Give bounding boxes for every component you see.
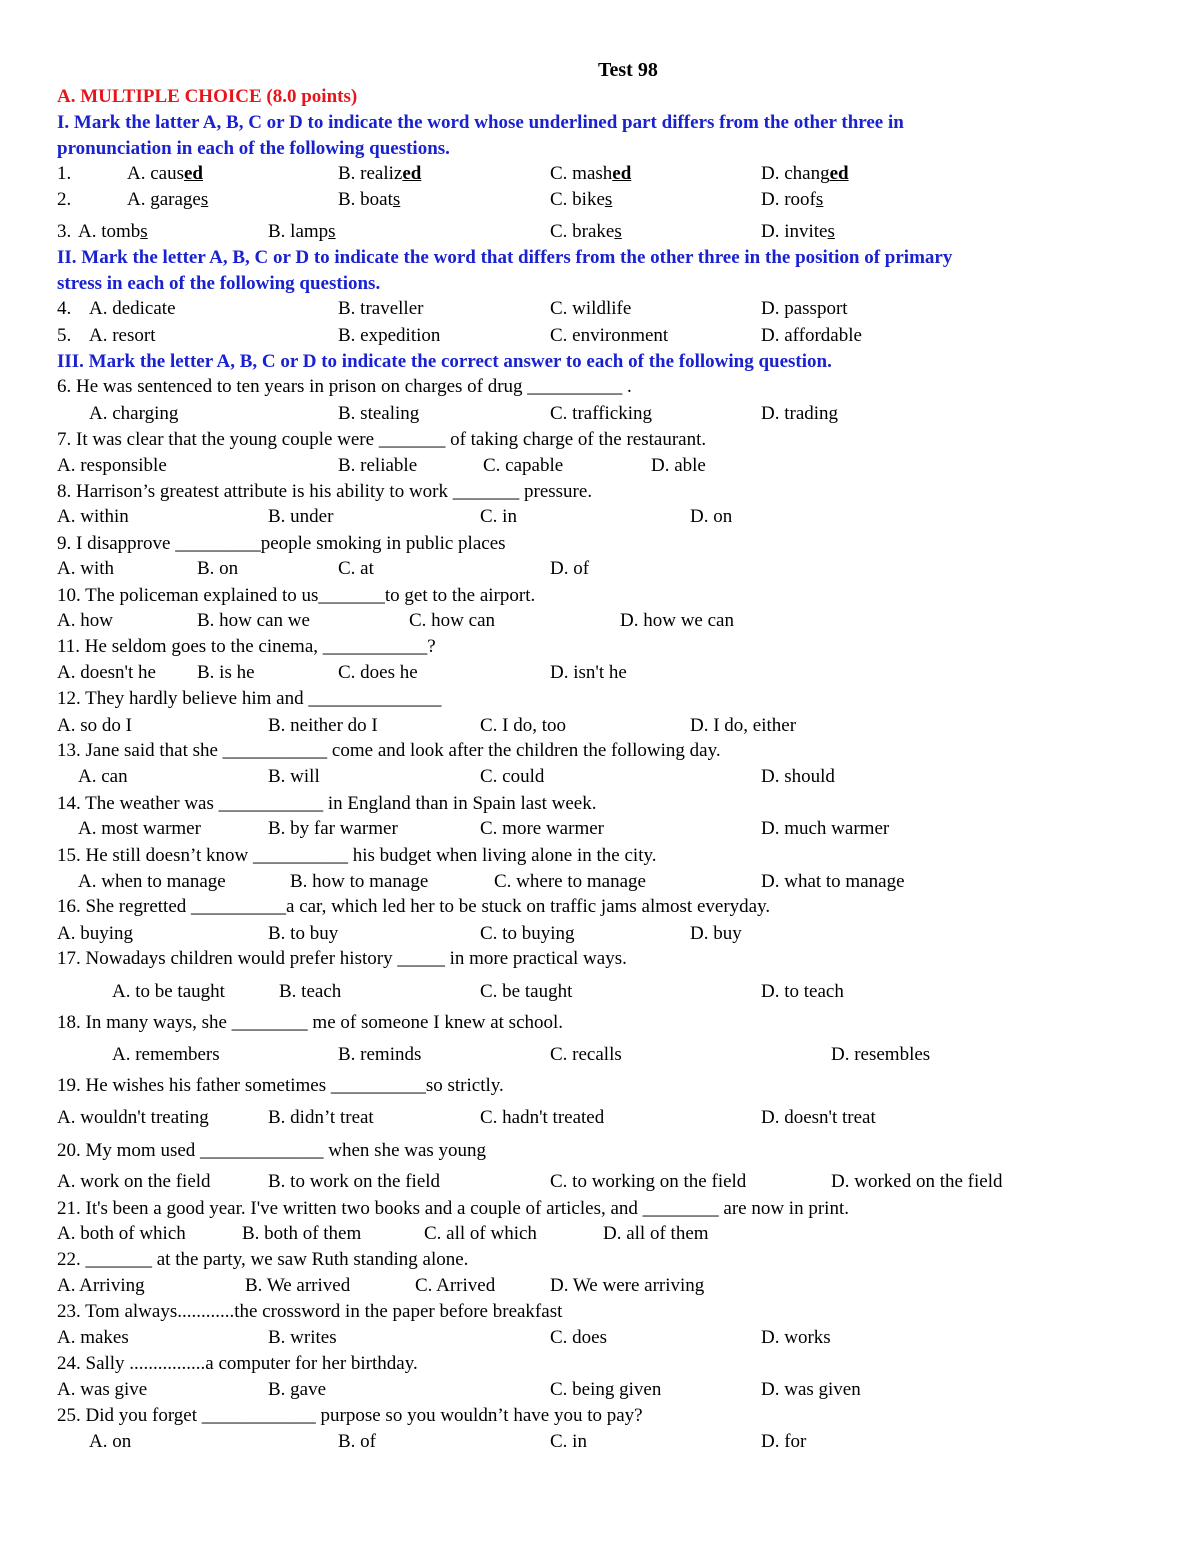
q7-option-d: D. able <box>651 455 706 476</box>
part2-instruction-line2: stress in each of the following questions. <box>57 273 381 294</box>
q24-option-d: D. was given <box>761 1379 861 1400</box>
q12-option-d: D. I do, either <box>690 715 797 736</box>
q7-option-b: B. reliable <box>338 455 418 476</box>
q20-stem: 20. My mom used _____________ when she was young <box>57 1140 487 1161</box>
q17-option-b: B. teach <box>279 981 342 1002</box>
q3-option-c: C. brakes <box>550 221 622 242</box>
q8-option-b: B. under <box>268 506 334 527</box>
q10-option-b: B. how can we <box>197 610 310 631</box>
q5-number: 5. <box>57 325 72 346</box>
q21-stem: 21. It's been a good year. I've written two books and a couple of articles, and ________ are now in print. <box>57 1198 849 1219</box>
q22-option-a: A. Arriving <box>57 1275 145 1296</box>
q20-option-d: D. worked on the field <box>831 1171 1003 1192</box>
section-a-heading: A. MULTIPLE CHOICE (8.0 points) <box>57 86 358 107</box>
q25-option-b: B. of <box>338 1431 376 1452</box>
q23-option-b: B. writes <box>268 1327 337 1348</box>
q2-option-b: B. boats <box>338 189 401 210</box>
q12-option-b: B. neither do I <box>268 715 378 736</box>
q13-option-a: A. can <box>78 766 128 787</box>
q14-option-c: C. more warmer <box>480 818 604 839</box>
q8-stem: 8. Harrison’s greatest attribute is his ability to work _______ pressure. <box>57 481 593 502</box>
q23-option-c: C. does <box>550 1327 607 1348</box>
q20-option-a: A. work on the field <box>57 1171 211 1192</box>
q23-option-d: D. works <box>761 1327 831 1348</box>
q14-stem: 14. The weather was ___________ in England than in Spain last week. <box>57 793 597 814</box>
q18-option-d: D. resembles <box>831 1044 931 1065</box>
q9-option-b: B. on <box>197 558 239 579</box>
q6-option-d: D. trading <box>761 403 839 424</box>
q23-stem: 23. Tom always............the crossword in the paper before breakfast <box>57 1301 563 1322</box>
q5-option-a: A. resort <box>89 325 156 346</box>
q4-option-c: C. wildlife <box>550 298 632 319</box>
part3-instruction: III. Mark the letter A, B, C or D to indicate the correct answer to each of the following question. <box>57 351 832 372</box>
q13-stem: 13. Jane said that she ___________ come and look after the children the following day. <box>57 740 721 761</box>
q24-stem: 24. Sally ................a computer for her birthday. <box>57 1353 418 1374</box>
q10-stem: 10. The policeman explained to us_______to get to the airport. <box>57 585 536 606</box>
q9-option-c: C. at <box>338 558 374 579</box>
q1-option-c: C. mashed <box>550 163 632 184</box>
q6-stem: 6. He was sentenced to ten years in prison on charges of drug __________ . <box>57 376 632 397</box>
q7-stem: 7. It was clear that the young couple were _______ of taking charge of the restaurant. <box>57 429 707 450</box>
q5-option-c: C. environment <box>550 325 669 346</box>
q1-option-d: D. changed <box>761 163 849 184</box>
q15-option-c: C. where to manage <box>494 871 646 892</box>
q12-stem: 12. They hardly believe him and ______________ <box>57 688 442 709</box>
q21-option-a: A. both of which <box>57 1223 186 1244</box>
q13-option-d: D. should <box>761 766 835 787</box>
q11-stem: 11. He seldom goes to the cinema, ___________? <box>57 636 436 657</box>
q15-option-a: A. when to manage <box>78 871 226 892</box>
q13-option-b: B. will <box>268 766 320 787</box>
q13-option-c: C. could <box>480 766 545 787</box>
part1-instruction-line1: I. Mark the latter A, B, C or D to indicate the word whose underlined part differs from the other three in <box>57 112 904 133</box>
q17-option-c: C. be taught <box>480 981 573 1002</box>
q22-option-b: B. We arrived <box>245 1275 351 1296</box>
q24-option-b: B. gave <box>268 1379 327 1400</box>
q4-option-d: D. passport <box>761 298 848 319</box>
q25-option-c: C. in <box>550 1431 587 1452</box>
q2-option-c: C. bikes <box>550 189 613 210</box>
q16-option-a: A. buying <box>57 923 133 944</box>
q19-option-c: C. hadn't treated <box>480 1107 605 1128</box>
q15-stem: 15. He still doesn’t know __________ his budget when living alone in the city. <box>57 845 657 866</box>
q11-option-d: D. isn't he <box>550 662 627 683</box>
q18-stem: 18. In many ways, she ________ me of someone I knew at school. <box>57 1012 564 1033</box>
q3-option-b: B. lamps <box>268 221 336 242</box>
q16-stem: 16. She regretted __________a car, which led her to be stuck on traffic jams almost everyday. <box>57 896 771 917</box>
q9-option-a: A. with <box>57 558 114 579</box>
q18-option-b: B. reminds <box>338 1044 422 1065</box>
q16-option-c: C. to buying <box>480 923 575 944</box>
q20-option-b: B. to work on the field <box>268 1171 441 1192</box>
page-title: Test 98 <box>598 59 658 81</box>
q12-option-a: A. so do I <box>57 715 132 736</box>
part2-instruction-line1: II. Mark the letter A, B, C or D to indicate the word that differs from the other three in the position of primary <box>57 247 953 268</box>
q22-option-d: D. We were arriving <box>550 1275 705 1296</box>
q5-option-b: B. expedition <box>338 325 441 346</box>
q19-option-a: A. wouldn't treating <box>57 1107 209 1128</box>
q2-option-a: A. garages <box>127 189 209 210</box>
q15-option-b: B. how to manage <box>290 871 429 892</box>
q8-option-c: C. in <box>480 506 517 527</box>
q2-number: 2. <box>57 189 72 210</box>
q14-option-a: A. most warmer <box>78 818 201 839</box>
q22-stem: 22. _______ at the party, we saw Ruth standing alone. <box>57 1249 469 1270</box>
q10-option-c: C. how can <box>409 610 496 631</box>
q1-option-b: B. realized <box>338 163 422 184</box>
part1-instruction-line2: pronunciation in each of the following questions. <box>57 138 450 159</box>
q18-option-c: C. recalls <box>550 1044 622 1065</box>
q6-option-c: C. trafficking <box>550 403 653 424</box>
q6-option-a: A. charging <box>89 403 179 424</box>
q18-option-a: A. remembers <box>112 1044 220 1065</box>
q9-option-d: D. of <box>550 558 590 579</box>
q1-number: 1. <box>57 163 72 184</box>
q3-option-a: A. tombs <box>78 221 148 242</box>
q3-option-d: D. invites <box>761 221 835 242</box>
q10-option-d: D. how we can <box>620 610 734 631</box>
q12-option-c: C. I do, too <box>480 715 567 736</box>
q16-option-b: B. to buy <box>268 923 339 944</box>
q14-option-d: D. much warmer <box>761 818 890 839</box>
q16-option-d: D. buy <box>690 923 742 944</box>
q11-option-a: A. doesn't he <box>57 662 156 683</box>
q17-option-a: A. to be taught <box>112 981 225 1002</box>
q21-option-d: D. all of them <box>603 1223 709 1244</box>
q17-stem: 17. Nowadays children would prefer history _____ in more practical ways. <box>57 948 627 969</box>
q15-option-d: D. what to manage <box>761 871 905 892</box>
q6-option-b: B. stealing <box>338 403 420 424</box>
q23-option-a: A. makes <box>57 1327 129 1348</box>
q21-option-b: B. both of them <box>242 1223 362 1244</box>
q4-number: 4. <box>57 298 72 319</box>
q24-option-c: C. being given <box>550 1379 662 1400</box>
q25-option-a: A. on <box>89 1431 132 1452</box>
q11-option-c: C. does he <box>338 662 418 683</box>
q25-stem: 25. Did you forget ____________ purpose so you wouldn’t have you to pay? <box>57 1405 643 1426</box>
q24-option-a: A. was give <box>57 1379 148 1400</box>
q14-option-b: B. by far warmer <box>268 818 398 839</box>
q9-stem: 9. I disapprove _________people smoking in public places <box>57 533 506 554</box>
q19-option-d: D. doesn't treat <box>761 1107 876 1128</box>
q8-option-d: D. on <box>690 506 733 527</box>
q4-option-b: B. traveller <box>338 298 424 319</box>
q2-option-d: D. roofs <box>761 189 824 210</box>
q5-option-d: D. affordable <box>761 325 862 346</box>
q20-option-c: C. to working on the field <box>550 1171 747 1192</box>
q4-option-a: A. dedicate <box>89 298 176 319</box>
q11-option-b: B. is he <box>197 662 255 683</box>
q8-option-a: A. within <box>57 506 129 527</box>
q17-option-d: D. to teach <box>761 981 844 1002</box>
q19-option-b: B. didn’t treat <box>268 1107 374 1128</box>
q7-option-c: C. capable <box>483 455 564 476</box>
q3-number: 3. <box>57 221 72 242</box>
q25-option-d: D. for <box>761 1431 807 1452</box>
q7-option-a: A. responsible <box>57 455 167 476</box>
q22-option-c: C. Arrived <box>415 1275 496 1296</box>
q21-option-c: C. all of which <box>424 1223 537 1244</box>
q1-option-a: A. caused <box>127 163 203 184</box>
q19-stem: 19. He wishes his father sometimes __________so strictly. <box>57 1075 504 1096</box>
q10-option-a: A. how <box>57 610 113 631</box>
